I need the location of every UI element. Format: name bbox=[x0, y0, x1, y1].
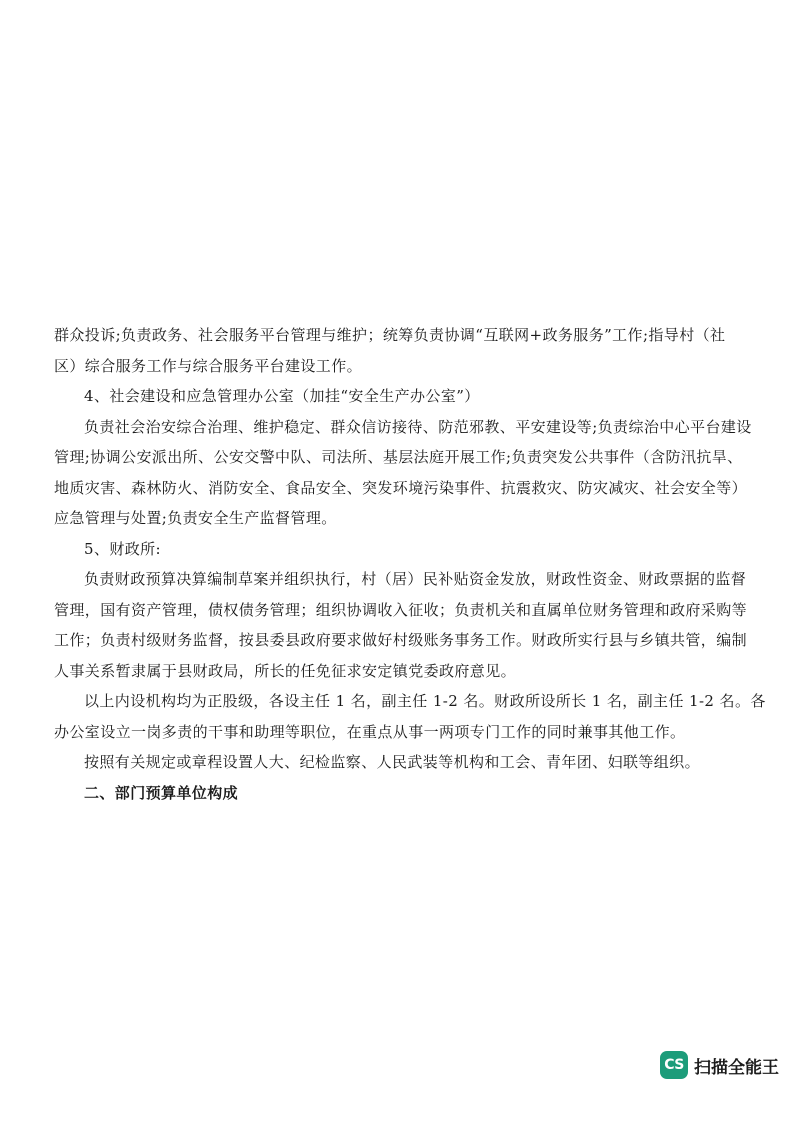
section-heading-4: 4、社会建设和应急管理办公室（加挂“安全生产办公室”） bbox=[84, 387, 480, 405]
section-heading-5: 5、财政所: bbox=[84, 539, 161, 558]
paragraph-line: 群众投诉;负责政务、社会服务平台管理与维护；统筹负责协调“互联网+政务服务”工作;指导村（社 bbox=[54, 326, 726, 344]
paragraph-line: 地质灾害、森林防火、消防安全、食品安全、突发环境污染事件、抗震救灾、防灾减灾、社会安全等） bbox=[54, 478, 748, 497]
paragraph-line: 工作；负责村级财务监督，按县委县政府要求做好村级账务事务工作。财政所实行县与乡镇共管，编制 bbox=[54, 631, 748, 649]
paragraph-line: 人事关系暂隶属于县财政局，所长的任免征求安定镇党委政府意见。 bbox=[54, 661, 517, 680]
paragraph-line: 区）综合服务工作与综合服务平台建设工作。 bbox=[54, 356, 363, 375]
paragraph-line: 负责财政预算决算编制草案并组织执行，村（居）民补贴资金发放，财政性资金、财政票据的监督 bbox=[84, 570, 747, 588]
document-body bbox=[54, 320, 766, 808]
paragraph-line: 负责社会治安综合治理、维护稳定、群众信访接待、防范邪教、平安建设等;负责综治中心平台建设 bbox=[84, 417, 752, 436]
paragraph-line: 按照有关规定或章程设置人大、纪检监察、人民武装等机构和工会、青年团、妇联等组织。 bbox=[84, 753, 701, 771]
paragraph-line: 办公室设立一岗多责的干事和助理等职位，在重点从事一两项专门工作的同时兼事其他工作。 bbox=[54, 722, 686, 741]
paragraph-line: 管理，国有资产管理，债权债务管理；组织协调收入征收；负责机关和直属单位财务管理和政府采购等 bbox=[54, 600, 748, 619]
scanner-watermark bbox=[660, 1050, 779, 1080]
section-heading-2: 二、部门预算单位构成 bbox=[84, 783, 239, 802]
paragraph-line: 以上内设机构均为正股级，各设主任 1 名，副主任 1-2 名。财政所设所长 1 名，副主任 1-2 名。各 bbox=[84, 692, 766, 710]
watermark-brand-text: 扫描全能王 bbox=[694, 1057, 779, 1078]
paragraph-line: 应急管理与处置;负责安全生产监督管理。 bbox=[54, 509, 337, 527]
camscanner-logo-icon: CS bbox=[660, 1051, 688, 1079]
paragraph-line: 管理;协调公安派出所、公安交警中队、司法所、基层法庭开展工作;负责突发公共事件（含防汛抗旱、 bbox=[54, 448, 743, 466]
